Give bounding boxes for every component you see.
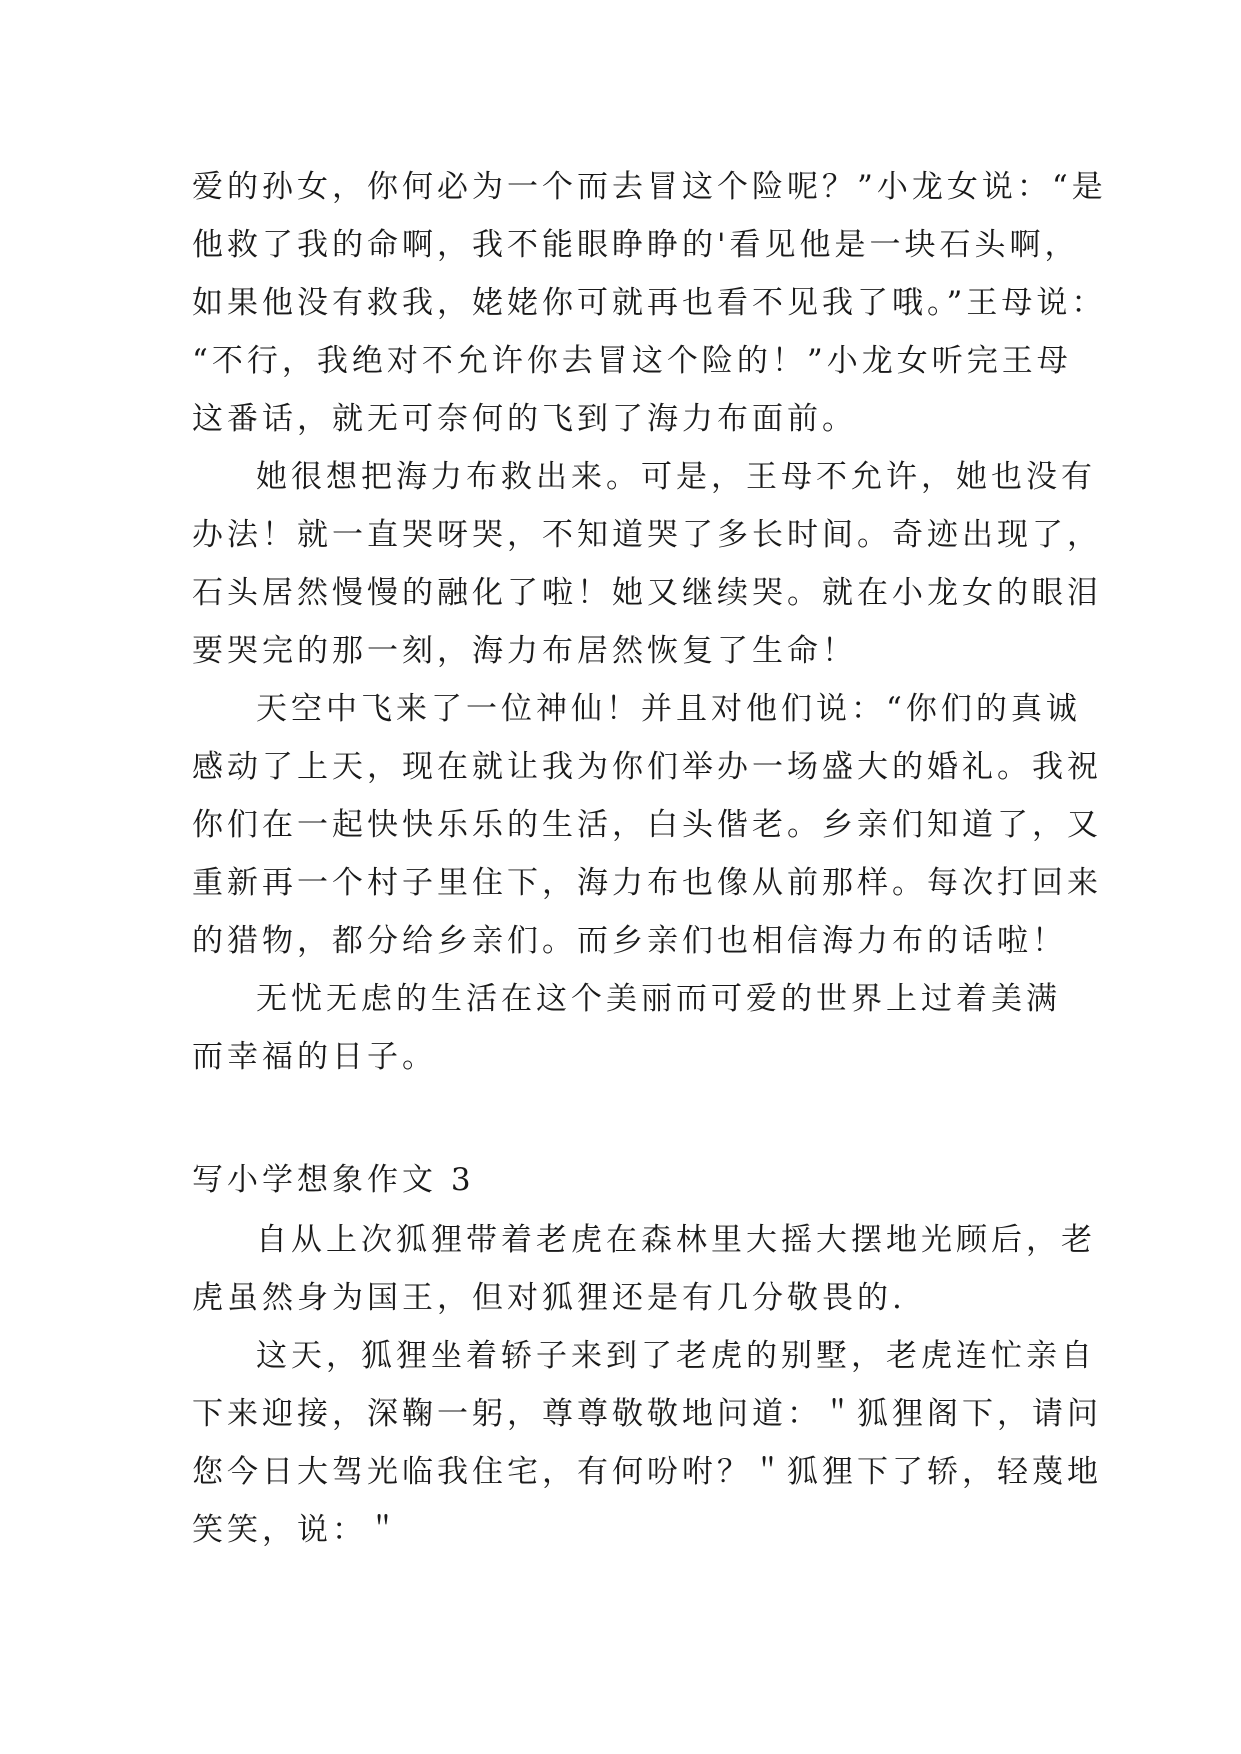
text-line: 如果他没有救我，姥姥你可就再也看不见我了哦。”王母说： — [192, 285, 1107, 321]
section-heading: 写小学想象作文 3 — [192, 1162, 475, 1198]
paragraph-start-line: 天空中飞来了一位神仙！并且对他们说：“你们的真诚 — [256, 691, 1081, 727]
paragraph-start-line: 无忧无虑的生活在这个美丽而可爱的世界上过着美满 — [256, 981, 1061, 1017]
text-line: 石头居然慢慢的融化了啦！她又继续哭。就在小龙女的眼泪 — [192, 575, 1102, 611]
text-line: 而幸福的日子。 — [192, 1039, 437, 1075]
text-line: 要哭完的那一刻，海力布居然恢复了生命！ — [192, 633, 857, 669]
text-line: 您今日大驾光临我住宅，有何吩咐？＂狐狸下了轿，轻蔑地 — [192, 1454, 1102, 1490]
text-line: 虎虽然身为国王，但对狐狸还是有几分敬畏的. — [192, 1280, 906, 1316]
text-line: 这番话，就无可奈何的飞到了海力布面前。 — [192, 401, 857, 437]
text-line: 你们在一起快快乐乐的生活，白头偕老。乡亲们知道了，又 — [192, 807, 1102, 843]
text-line: 的猎物，都分给乡亲们。而乡亲们也相信海力布的话啦！ — [192, 923, 1067, 959]
paragraph-start-line: 她很想把海力布救出来。可是，王母不允许，她也没有 — [256, 459, 1096, 495]
text-line: “不行，我绝对不允许你去冒这个险的！”小龙女听完王母 — [192, 343, 1072, 379]
story-continuation — [192, 158, 1107, 1086]
text-line: 爱的孙女，你何必为一个而去冒这个险呢？”小龙女说：“是 — [192, 169, 1107, 205]
paragraph-start-line: 自从上次狐狸带着老虎在森林里大摇大摆地光顾后，老 — [256, 1222, 1096, 1258]
paragraph-start-line: 这天，狐狸坐着轿子来到了老虎的别墅，老虎连忙亲自 — [256, 1338, 1096, 1374]
text-line: 办法！就一直哭呀哭，不知道哭了多长时间。奇迹出现了， — [192, 517, 1102, 553]
story-section-3 — [192, 1211, 1102, 1559]
text-line: 重新再一个村子里住下，海力布也像从前那样。每次打回来 — [192, 865, 1102, 901]
text-line: 他救了我的命啊，我不能眼睁睁的'看见他是一块石头啊， — [192, 227, 1080, 263]
text-line: 感动了上天，现在就让我为你们举办一场盛大的婚礼。我祝 — [192, 749, 1102, 785]
text-line: 笑笑，说：＂ — [192, 1512, 402, 1548]
text-line: 下来迎接，深鞠一躬，尊尊敬敬地问道：＂狐狸阁下，请问 — [192, 1396, 1102, 1432]
